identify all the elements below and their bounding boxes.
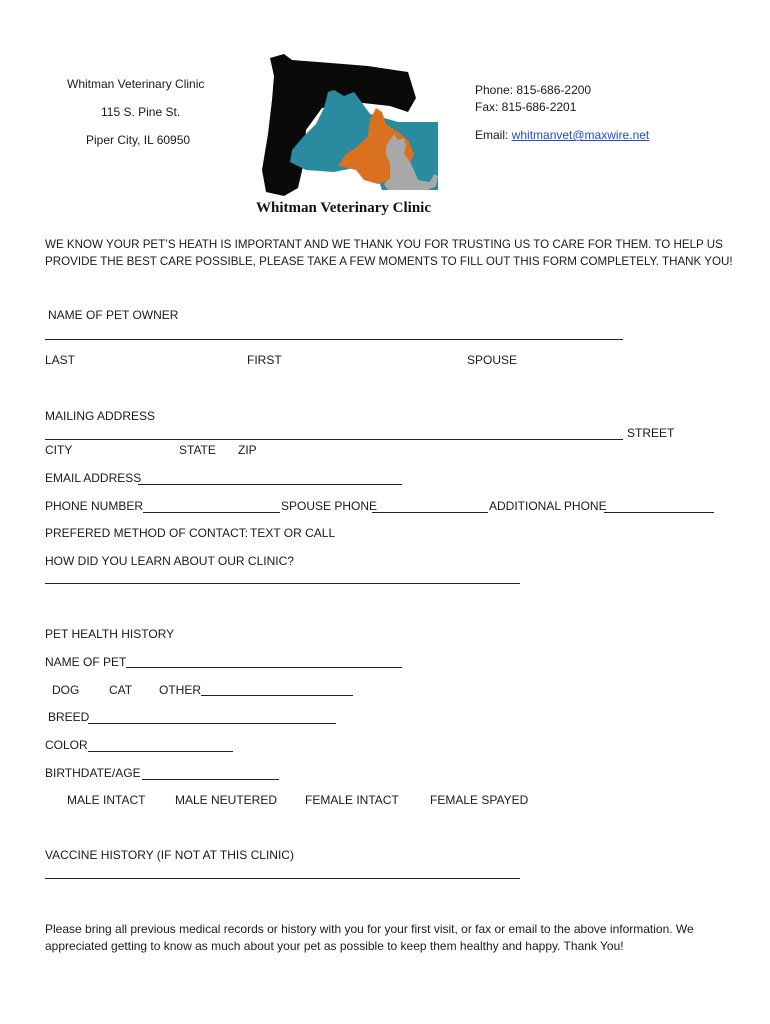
email-address-line[interactable]	[138, 484, 402, 485]
spouse-phone-line[interactable]	[372, 512, 488, 513]
clinic-name: Whitman Veterinary Clinic	[67, 77, 205, 91]
pet-name-line[interactable]	[126, 667, 402, 668]
sex-option-male-neutered[interactable]: MALE NEUTERED	[175, 793, 278, 807]
clinic-email-line	[475, 128, 649, 143]
address-city-label: CITY	[45, 443, 73, 457]
species-other-line[interactable]	[201, 695, 353, 696]
address-heading: MAILING ADDRESS	[45, 409, 156, 423]
color-label: COLOR	[45, 738, 88, 752]
species-dog-option[interactable]: DOG	[52, 683, 80, 697]
color-line[interactable]	[88, 751, 233, 752]
address-line[interactable]	[45, 439, 623, 440]
additional-phone-line[interactable]	[604, 512, 714, 513]
vaccine-history-line[interactable]	[45, 878, 520, 879]
intro-paragraph: WE KNOW YOUR PET’S HEATH IS IMPORTANT AND WE THANK YOU FOR TRUSTING US TO CARE FOR THEM. TO HELP US PROVIDE THE BEST CARE POSSIBLE, PLEASE TAKE A FEW MOMENTS TO FILL OUT THIS FORM COMPLETELY. THANK YOU!	[45, 238, 733, 268]
clinic-city-line: Piper City, IL 60950	[86, 133, 191, 147]
additional-phone-label: ADDITIONAL PHONE	[489, 499, 607, 513]
address-street-label: STREET	[627, 426, 675, 440]
logo-caption: Whitman Veterinary Clinic	[256, 200, 431, 216]
phone-number-label: PHONE NUMBER	[45, 499, 144, 513]
vaccine-history-label: VACCINE HISTORY (IF NOT AT THIS CLINIC)	[45, 848, 294, 862]
address-zip-label: ZIP	[238, 443, 257, 457]
sex-option-male-intact[interactable]: MALE INTACT	[67, 793, 146, 807]
clinic-street: 115 S. Pine St.	[101, 105, 181, 119]
owner-last-label: LAST	[45, 353, 76, 367]
address-state-label: STATE	[179, 443, 216, 457]
learn-about-line[interactable]	[45, 583, 520, 584]
species-cat-option[interactable]: CAT	[109, 683, 133, 697]
birthdate-line[interactable]	[142, 779, 279, 780]
phone-number-line[interactable]	[143, 512, 280, 513]
owner-first-label: FIRST	[247, 353, 282, 367]
animals-silhouette-icon	[258, 50, 442, 198]
email-label: Email:	[475, 128, 512, 142]
learn-about-label: HOW DID YOU LEARN ABOUT OUR CLINIC?	[45, 554, 294, 568]
sex-option-female-intact[interactable]: FEMALE INTACT	[305, 793, 399, 807]
owner-spouse-label: SPOUSE	[467, 353, 518, 367]
clinic-phone: Phone: 815-686-2200	[475, 83, 592, 97]
preferred-contact-options[interactable]: TEXT OR CALL	[250, 526, 336, 540]
species-other-option[interactable]: OTHER	[159, 683, 201, 697]
clinic-logo	[258, 50, 442, 198]
birthdate-label: BIRTHDATE/AGE	[45, 766, 141, 780]
email-address-label: EMAIL ADDRESS	[45, 471, 142, 485]
spouse-phone-label: SPOUSE PHONE	[281, 499, 378, 513]
clinic-fax: Fax: 815-686-2201	[475, 100, 577, 114]
pet-health-heading: PET HEALTH HISTORY	[45, 627, 175, 641]
email-link[interactable]: whitmanvet@maxwire.net	[511, 128, 650, 142]
owner-heading: NAME OF PET OWNER	[48, 308, 179, 322]
sex-option-female-spayed[interactable]: FEMALE SPAYED	[430, 793, 529, 807]
breed-label: BREED	[48, 710, 90, 724]
breed-line[interactable]	[88, 723, 336, 724]
pet-name-label: NAME OF PET	[45, 655, 127, 669]
footer-note: Please bring all previous medical records or history with you for your first visit, or fax or email to the above information. We appreciated getting to know as much about your pet as possible to keep them healthy and happy. Thank You!	[45, 922, 694, 953]
preferred-contact-label: PREFERED METHOD OF CONTACT:	[45, 526, 249, 540]
owner-name-line[interactable]	[45, 339, 623, 340]
